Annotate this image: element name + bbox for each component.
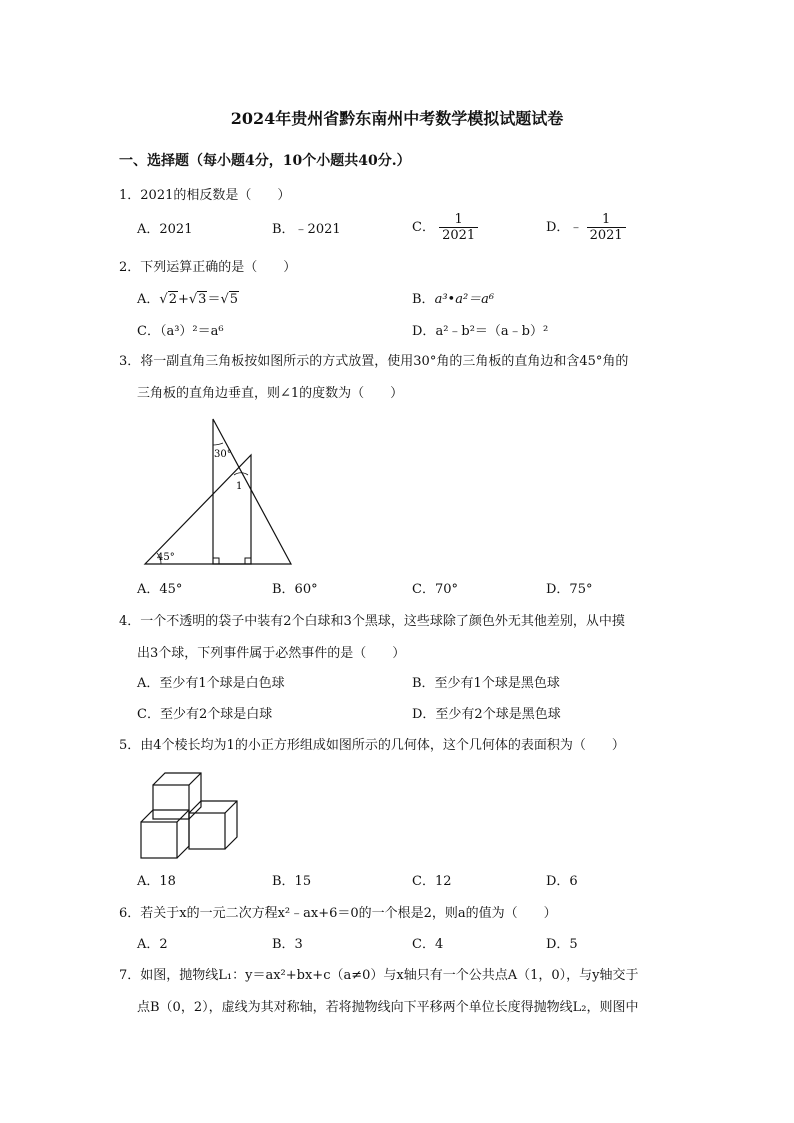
cube-right-edge xyxy=(225,801,237,813)
q4-option-a: A．至少有1个球是白色球 xyxy=(137,676,285,691)
fraction-numerator: 1 xyxy=(439,212,478,228)
page-title: 2024年贵州省黔东南州中考数学模拟试题试卷 xyxy=(230,109,564,128)
question-3-stem-line1: 3．将一副直角三角板按如图所示的方式放置，使用30°角的三角板的直角边和含45°角的 xyxy=(119,354,629,369)
q1-option-d-fraction xyxy=(587,212,626,243)
q2-option-d-expr: a²﹣b²＝（a﹣b）² xyxy=(435,324,549,339)
fraction-denominator: 2021 xyxy=(442,228,476,243)
q4-option-d: D．至少有2个球是黑色球 xyxy=(412,707,561,722)
triangle-figure xyxy=(140,415,300,570)
question-4-stem-line1: 4．一个不透明的袋子中装有2个白球和3个黑球，这些球除了颜色外无其他差别，从中摸 xyxy=(119,614,625,629)
q3-option-b: B．60° xyxy=(272,582,318,597)
q1-option-c xyxy=(412,212,478,243)
section-heading: 一、选择题（每小题4分，10个小题共40分.） xyxy=(119,153,411,169)
right-angle-mark xyxy=(245,558,251,564)
q1-option-d-label: D． xyxy=(546,220,570,235)
q1-option-c-label: C． xyxy=(412,220,435,235)
question-7-stem-line1: 7．如图，抛物线L₁：y＝ax²+bx+c（a≠0）与x轴只有一个公共点A（1，0），与y轴交于 xyxy=(119,968,639,983)
question-7-stem-line2: 点B（0，2），虚线为其对称轴，若将抛物线向下平移两个单位长度得抛物线L₂，则图中 xyxy=(137,1000,639,1015)
q2-option-c xyxy=(137,322,224,342)
q2-option-b-expr: a³•a²＝a⁶ xyxy=(434,292,495,307)
q1-option-c-fraction xyxy=(439,212,478,243)
q2-option-d-label: D． xyxy=(412,324,436,339)
q4-option-b: B．至少有1个球是黑色球 xyxy=(412,676,560,691)
radicand: 2 xyxy=(168,292,177,307)
equals-sign: ＝ xyxy=(207,292,221,307)
cube-right-front xyxy=(189,813,225,849)
label-45-degree: 45° xyxy=(157,552,175,563)
q2-option-c-label: C． xyxy=(137,324,160,339)
q2-option-b xyxy=(412,290,494,310)
q6-option-d: D．5 xyxy=(546,937,578,952)
q3-option-c: C．70° xyxy=(412,582,458,597)
fraction-numerator: 1 xyxy=(587,212,626,228)
q4-option-c: C．至少有2个球是白球 xyxy=(137,707,273,722)
plus-sign: + xyxy=(177,292,189,307)
angle-arc-1 xyxy=(234,473,248,475)
q1-option-d xyxy=(546,212,626,243)
question-1-stem: 1．2021的相反数是（ ） xyxy=(119,188,291,203)
question-4-stem-line2: 出3个球，下列事件属于必然事件的是（ ） xyxy=(137,646,406,661)
cube-top-front xyxy=(153,785,189,819)
q6-option-a: A．2 xyxy=(137,937,168,952)
triangle-30 xyxy=(213,419,291,564)
cube-left-front xyxy=(141,822,177,858)
angle-arc-30 xyxy=(213,443,223,445)
q1-option-d-sign: ﹣ xyxy=(569,220,583,235)
right-angle-mark xyxy=(213,558,219,564)
radicand: 3 xyxy=(198,292,207,307)
q5-option-c: C．12 xyxy=(412,874,452,889)
q5-option-d: D．6 xyxy=(546,874,578,889)
q6-option-c: C．4 xyxy=(412,937,444,952)
radicand: 5 xyxy=(229,292,239,307)
question-5-stem: 5．由4个棱长均为1的小正方形组成如图所示的几何体，这个几何体的表面积为（ ） xyxy=(119,738,625,753)
label-30-degree: 30° xyxy=(214,449,232,460)
label-angle-1: 1 xyxy=(236,481,243,492)
q5-option-b: B．15 xyxy=(272,874,312,889)
q2-option-b-label: B． xyxy=(412,292,435,307)
question-2-stem: 2．下列运算正确的是（ ） xyxy=(119,260,297,275)
cube-top-edge xyxy=(189,773,201,785)
cube-figure xyxy=(138,770,242,864)
q2-option-a: A．√2+√3＝√5 xyxy=(137,292,239,307)
q1-option-a: A．2021 xyxy=(137,222,193,237)
q3-option-d: D．75° xyxy=(546,582,593,597)
cube-left-edge xyxy=(177,810,189,822)
q2-option-d xyxy=(412,322,548,342)
q1-option-b: B．﹣2021 xyxy=(272,222,341,237)
triangle-45 xyxy=(145,455,251,564)
q6-option-b: B．3 xyxy=(272,937,303,952)
q2-option-a-label: A． xyxy=(137,292,160,307)
question-3-stem-line2: 三角板的直角边垂直，则∠1的度数为（ ） xyxy=(137,386,404,401)
fraction-denominator: 2021 xyxy=(589,228,623,243)
q5-option-a: A．18 xyxy=(137,874,176,889)
question-6-stem: 6．若关于x的一元二次方程x²﹣ax+6＝0的一个根是2，则a的值为（ ） xyxy=(119,906,557,921)
q2-option-c-expr: （a³）²＝a⁶ xyxy=(159,324,224,339)
q3-option-a: A．45° xyxy=(137,582,183,597)
